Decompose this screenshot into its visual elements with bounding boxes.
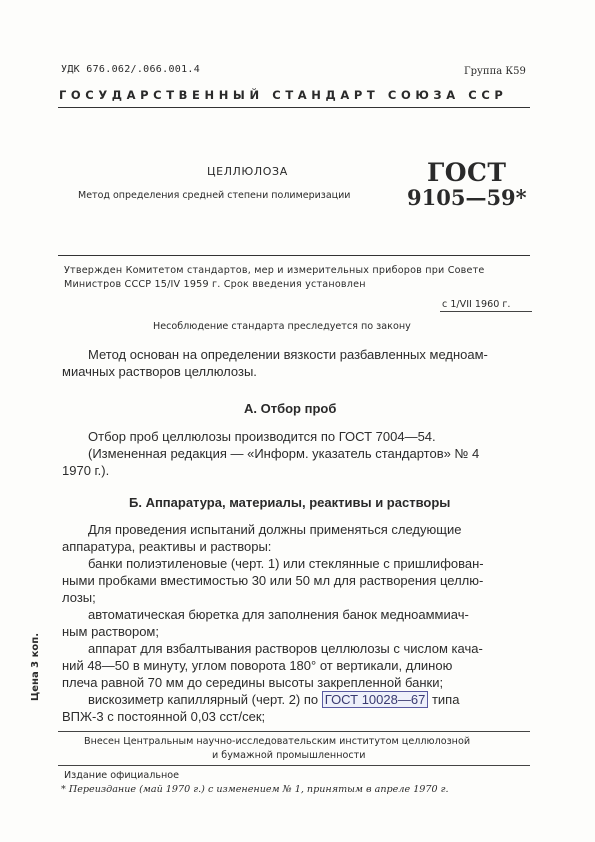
footer-rule-top: [58, 731, 530, 732]
price-label: Цена 3 коп.: [30, 633, 41, 702]
viscometer-text: вискозиметр капиллярный (черт. 2) по: [88, 692, 319, 707]
section-b-p2-line-3: лозы;: [62, 590, 96, 605]
footer-rule-bottom: [58, 765, 530, 766]
section-a-line-2: (Измененная редакция — «Информ. указатель стандартов» № 4: [88, 446, 480, 461]
section-b-p1-line-2: аппаратура, реактивы и растворы:: [62, 539, 272, 554]
section-a-heading: А. Отбор проб: [244, 401, 337, 416]
section-b-p1-line-1: Для проведения испытаний должны применяться следующие: [88, 522, 462, 537]
section-b-p3-line-2: ным раствором;: [62, 624, 159, 639]
approval-line-2: Министров СССР 15/IV 1959 г. Срок введения установлен: [64, 279, 366, 290]
section-b-p3-line-1: автоматическая бюретка для заполнения банок медноаммиач-: [88, 607, 469, 622]
state-standard-banner: ГОСУДАРСТВЕННЫЙ СТАНДАРТ СОЮЗА ССР: [59, 88, 508, 102]
section-a-line-1: Отбор проб целлюлозы производится по ГОСТ 7004—54.: [88, 429, 436, 444]
introduced-by-line-1: Внесен Центральным научно-исследовательским институтом целлюлозной: [84, 736, 471, 747]
header-rule: [58, 107, 530, 108]
section-b-p4-line-3: плеча равной 70 мм до середины высоты закрепленной банки;: [62, 675, 444, 690]
section-b-p4-line-2: ний 48—50 в минуту, углом поворота 180° от вертикали, длиною: [62, 658, 453, 673]
section-b-p2-line-1: банки полиэтиленовые (черт. 1) или стеклянные с пришлифован-: [88, 556, 484, 571]
date-underline: [440, 311, 532, 312]
document-title: ЦЕЛЛЮЛОЗА: [207, 165, 288, 178]
document-subtitle: Метод определения средней степени полимеризации: [78, 190, 351, 201]
intro-line-1: Метод основан на определении вязкости разбавленных медноам-: [88, 347, 488, 362]
approval-line-1: Утвержден Комитетом стандартов, мер и измерительных приборов при Совете: [64, 265, 485, 276]
gost-label: ГОСТ: [427, 158, 507, 187]
group-code: Группа К59: [464, 66, 526, 77]
intro-line-2: миачных растворов целлюлозы.: [62, 364, 257, 379]
gost-number: 9105—59*: [407, 185, 527, 210]
section-b-p4-line-1: аппарат для взбалтывания растворов целлюлозы с числом кача-: [88, 641, 483, 656]
udk-code: УДК 676.062/.066.001.4: [61, 64, 201, 75]
introduced-by-line-2: и бумажной промышленности: [212, 750, 366, 761]
section-b-p2-line-2: ными пробками вместимостью 30 или 50 мл для растворения целлю-: [62, 573, 484, 588]
title-rule: [58, 255, 530, 256]
gost-reference-link[interactable]: ГОСТ 10028—67: [322, 691, 429, 708]
law-notice: Несоблюдение стандарта преследуется по закону: [153, 321, 411, 332]
viscometer-type-text: типа: [431, 692, 460, 707]
section-b-p5-line-2: ВПЖ-3 с постоянной 0,03 сст/сек;: [62, 709, 266, 724]
section-b-heading: Б. Аппаратура, материалы, реактивы и растворы: [129, 495, 451, 510]
section-a-line-3: 1970 г.).: [62, 463, 110, 478]
reprint-note: * Переиздание (май 1970 г.) с изменением № 1, принятым в апреле 1970 г.: [61, 784, 449, 795]
section-b-p5-line-1: [88, 692, 459, 707]
official-edition: Издание официальное: [64, 770, 180, 781]
effective-date: с 1/VII 1960 г.: [442, 299, 511, 310]
